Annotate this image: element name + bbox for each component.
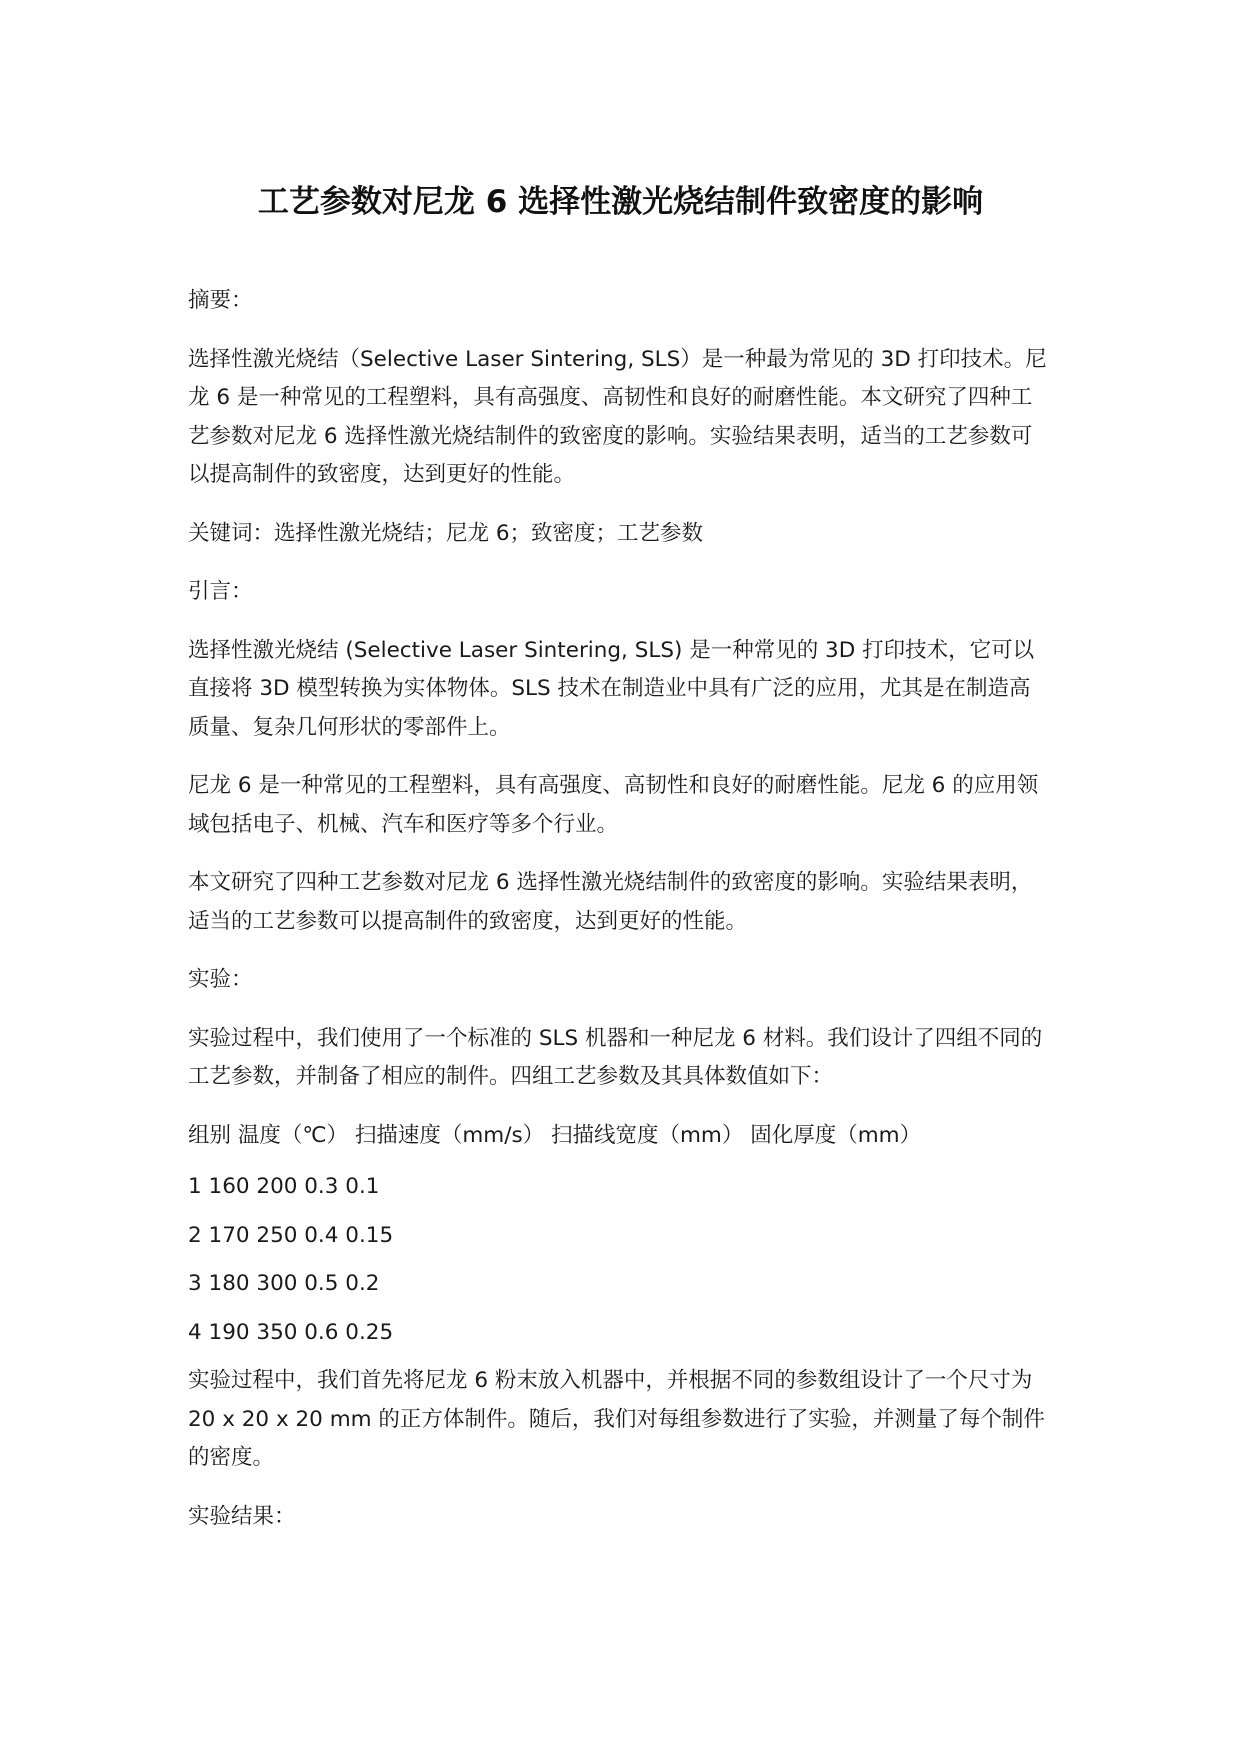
results-heading: 实验结果：: [188, 1503, 296, 1529]
experiment-paragraph-2: 实验过程中，我们首先将尼龙 6 粉末放入机器中，并根据不同的参数组设计了一个尺寸为 20 x 20 x 20 mm 的正方体制件。随后，我们对每组参数进行了实验，并测量了每个制件的密度。: [188, 1368, 1045, 1470]
parameter-table-row: 2 170 250 0.4 0.15: [188, 1222, 394, 1248]
parameter-table-row: 1 160 200 0.3 0.1: [188, 1174, 380, 1199]
parameter-table-header: 组别 温度（℃） 扫描速度（mm/s） 扫描线宽度（mm） 固化厚度（mm）: [188, 1122, 922, 1148]
intro-paragraph-2: 尼龙 6 是一种常见的工程塑料，具有高强度、高韧性和良好的耐磨性能。尼龙 6 的应用领域包括电子、机械、汽车和医疗等多个行业。: [188, 773, 1039, 837]
keywords-line: 关键词：选择性激光烧结；尼龙 6；致密度；工艺参数: [188, 520, 704, 546]
intro-paragraph-1: 选择性激光烧结 (Selective Laser Sintering, SLS) 是一种常见的 3D 打印技术，它可以直接将 3D 模型转换为实体物体。SLS 技术在制造业中具有广泛的应用，尤其是在制造高质量、复杂几何形状的零部件上。: [188, 637, 1035, 740]
document-title: 工艺参数对尼龙 6 选择性激光烧结制件致密度的影响: [257, 184, 984, 220]
abstract-heading: 摘要：: [188, 288, 253, 313]
document-body: [188, 282, 1048, 1556]
intro-paragraph-3: 本文研究了四种工艺参数对尼龙 6 选择性激光烧结制件的致密度的影响。实验结果表明，适当的工艺参数可以提高制件的致密度，达到更好的性能。: [188, 870, 1033, 934]
abstract-paragraph: 选择性激光烧结（Selective Laser Sintering, SLS）是一种最为常见的 3D 打印技术。尼龙 6 是一种常见的工程塑料，具有高强度、高韧性和良好的耐磨性能。本文研究了四种工艺参数对尼龙 6 选择性激光烧结制件的致密度的影响。实验结果表明，适当的工艺参数可以提高制件的致密度，达到更好的性能。: [188, 346, 1047, 487]
experiment-paragraph-1: 实验过程中，我们使用了一个标准的 SLS 机器和一种尼龙 6 材料。我们设计了四组不同的工艺参数，并制备了相应的制件。四组工艺参数及其具体数值如下：: [188, 1025, 1043, 1089]
intro-heading: 引言：: [188, 579, 253, 604]
parameter-table-row: 4 190 350 0.6 0.25: [188, 1319, 394, 1345]
experiment-heading: 实验：: [188, 967, 253, 992]
parameter-table-row: 3 180 300 0.5 0.2: [188, 1271, 380, 1296]
